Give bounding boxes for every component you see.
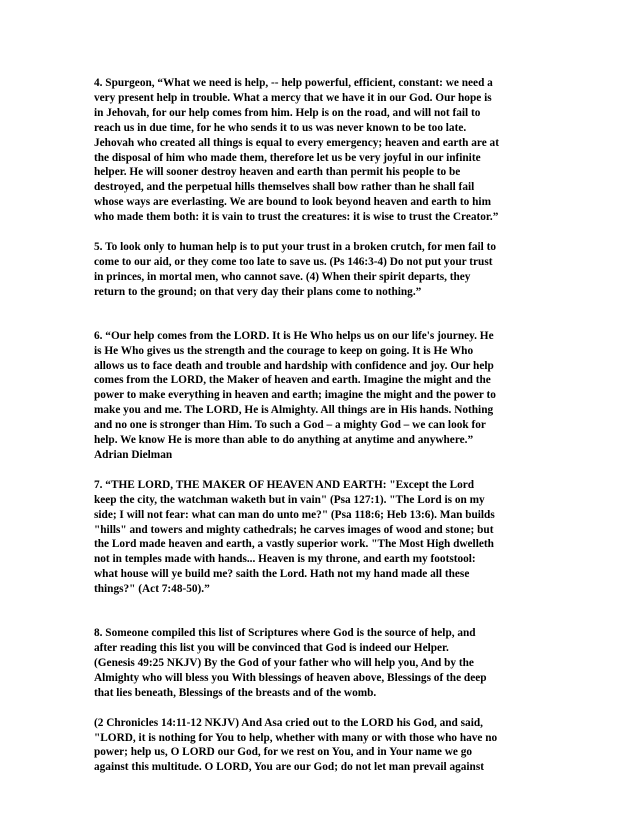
- text-line: 5. To look only to human help is to put your trust in a broken crutch, for men fail to: [94, 241, 497, 254]
- text-line: (2 Chronicles 14:11-12 NKJV) And Asa cried out to the LORD his God, and said,: [94, 716, 483, 729]
- text-line: make you and me. The LORD, He is Almighty. All things are in His hands. Nothing: [94, 404, 494, 417]
- text-line: Almighty who will bless you With blessings of heaven above, Blessings of the deep: [94, 671, 487, 684]
- text-line: comes from the LORD, the Maker of heaven and earth. Imagine the might and the: [94, 374, 491, 387]
- text-line: and no one is stronger than Him. To such a God – a mighty God – we can look for: [94, 419, 486, 432]
- text-line: the disposal of him who made them, therefore let us be very joyful in our infinite: [94, 151, 481, 164]
- text-line: return to the ground; on that very day their plans come to nothing.”: [94, 285, 422, 298]
- paragraph-spacer: [94, 597, 548, 626]
- text-line: who made them both: it is vain to trust the creatures: it is wise to trust the Creator.”: [94, 211, 499, 224]
- paragraph-spacer: [94, 463, 548, 478]
- text-line: is He Who gives us the strength and the courage to keep on going. It is He Who: [94, 344, 474, 357]
- text-line: destroyed, and the perpetual hills themselves shall bow rather than he shall fail: [94, 181, 475, 194]
- text-line: come to our aid, or they come too late to save us. (Ps 146:3-4) Do not put your trust: [94, 255, 493, 268]
- text-line: in princes, in mortal men, who cannot save. (4) When their spirit departs, they: [94, 270, 471, 283]
- text-line: side; I will not fear: what can man do unto me?" (Psa 118:6; Heb 13:6). Man builds: [94, 508, 495, 521]
- paragraph-spacer: [94, 701, 548, 716]
- text-line: not in temples made with hands... Heaven is my throne, and earth my footstool:: [94, 553, 476, 566]
- text-line: very present help in trouble. What a mercy that we have it in our God. Our hope is: [94, 91, 492, 104]
- text-line: power to make everything in heaven and earth; imagine the might and the power to: [94, 389, 496, 402]
- paragraph-human-help: [94, 240, 548, 300]
- document-body: [94, 76, 548, 775]
- text-line: against this multitude. O LORD, You are our God; do not let man prevail against: [94, 761, 484, 774]
- text-line: 4. Spurgeon, “What we need is help, -- help powerful, efficient, constant: we need a: [94, 77, 493, 89]
- text-line: "hills" and towers and mighty cathedrals; he carves images of wood and stone; but: [94, 523, 494, 536]
- paragraph-scripture-list: [94, 626, 548, 701]
- paragraph-spacer: [94, 225, 548, 240]
- text-line: helper. He will sooner destroy heaven and earth than permit his people to be: [94, 166, 461, 179]
- text-line: things?" (Act 7:48-50).”: [94, 583, 210, 596]
- text-line: reach us in due time, for he who sends it to us was never known to be too late.: [94, 121, 467, 134]
- text-line: 6. “Our help comes from the LORD. It is He Who helps us on our life's journey. He: [94, 329, 494, 342]
- text-line: 7. “THE LORD, THE MAKER OF HEAVEN AND EARTH: "Except the Lord: [94, 478, 475, 491]
- paragraph-spacer: [94, 300, 548, 329]
- text-line: 8. Someone compiled this list of Scriptures where God is the source of help, and: [94, 627, 476, 640]
- text-line: help. We know He is more than able to do anything at anytime and anywhere.”: [94, 434, 474, 447]
- text-line: power; help us, O LORD our God, for we rest on You, and in Your name we go: [94, 746, 473, 759]
- text-line: allows us to face death and trouble and hardship with confidence and joy. Our help: [94, 359, 494, 372]
- text-line: Jehovah who created all things is equal to every emergency; heaven and earth are at: [94, 136, 499, 149]
- author-attribution: Adrian Dielman: [94, 448, 173, 461]
- text-line: "LORD, it is nothing for You to help, whether with many or with those who have no: [94, 731, 498, 744]
- text-line: keep the city, the watchman waketh but in vain" (Psa 127:1). "The Lord is on my: [94, 493, 485, 506]
- text-line: in Jehovah, for our help comes from him. Help is on the road, and will not fail to: [94, 106, 481, 119]
- text-line: (Genesis 49:25 NKJV) By the God of your father who will help you, And by the: [94, 656, 474, 669]
- paragraph-spurgeon-quote: [94, 76, 548, 225]
- text-line: the Lord made heaven and earth, a vastly superior work. "The Most High dwelleth: [94, 538, 494, 551]
- paragraph-chronicles: [94, 716, 548, 776]
- paragraph-maker-of-heaven: [94, 478, 548, 597]
- text-line: after reading this list you will be convinced that God is indeed our Helper.: [94, 642, 449, 654]
- text-line: that lies beneath, Blessings of the breasts and of the womb.: [94, 686, 377, 699]
- paragraph-dielman-quote: [94, 329, 548, 463]
- text-line: what house will ye build me? saith the Lord. Hath not my hand made all these: [94, 568, 470, 581]
- text-line: whose ways are everlasting. We are bound to look beyond heaven and earth to him: [94, 196, 491, 209]
